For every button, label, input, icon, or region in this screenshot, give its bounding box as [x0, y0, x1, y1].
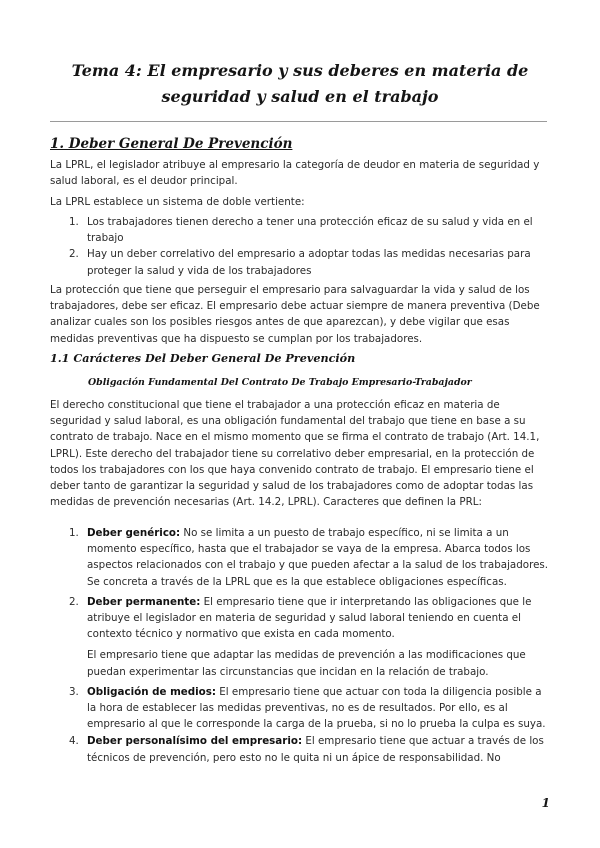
section-heading: 1. Deber General De Prevención	[50, 136, 293, 152]
list-item	[50, 684, 550, 733]
list-number: 3.	[69, 685, 79, 698]
list-number: 1.	[69, 527, 79, 539]
list-item-label: Deber genérico:	[87, 527, 181, 539]
document-title: Tema 4: El empresario y sus deberes en materia de seguridad y salud en el trabajo	[71, 61, 529, 106]
list-item	[50, 214, 550, 246]
list-item-text: Hay un deber correlativo del empresario a adoptar todas las medidas necesarias para proteger la salud y vida de los trabajadores	[87, 248, 531, 277]
list-item-text: El empresario tiene que actuar con toda la diligencia posible a la hora de establecer las medidas preventivas, no es de resultados. Por ello, es al empresario al que le corresponde la carga de la prueba, si no lo prueba la culpa es suya.	[87, 685, 546, 731]
list-item-label: Deber personalísimo del empresario:	[87, 735, 303, 748]
paragraph: La LPRL establece un sistema de doble vertiente:	[50, 196, 305, 208]
title-divider	[50, 121, 547, 122]
list-item	[50, 246, 550, 278]
list-number: 1.	[69, 216, 79, 228]
list-item-text: El empresario tiene que actuar a través de los técnicos de prevención, pero esto no le quita ni un ápice de responsabilidad. No	[87, 735, 544, 764]
list-number: 2.	[69, 248, 79, 261]
list-number: 4.	[69, 735, 79, 748]
list-item-label: Deber permanente:	[87, 595, 201, 608]
list-item-text: No se limita a un puesto de trabajo específico, ni se limita a un momento específico, hasta que el trabajador se vaya de la empresa. Abarca todos los aspectos relacionados con el trabajo y que pueden afectar a la salud de los trabajadores. Se concreta a través de la LPRL que es la que establece obligaciones específicas.	[87, 527, 549, 588]
list-item-label: Obligación de medios:	[87, 685, 216, 698]
numbered-list	[50, 214, 550, 279]
list-item	[50, 594, 550, 680]
list-item-text: Los trabajadores tienen derecho a tener una protección eficaz de su salud y vida en el trabajo	[87, 216, 533, 245]
subsection-heading: 1.1 Carácteres Del Deber General De Prevención	[50, 351, 356, 365]
sub-subsection-heading: Obligación Fundamental Del Contrato De Trabajo Empresario-Trabajador	[88, 377, 472, 388]
list-item-text: El empresario tiene que ir interpretando las obligaciones que le atribuye el legislador en materia de seguridad y salud laboral teniendo en cuenta el contexto técnico y normativo que exista en cada momento.	[87, 595, 532, 641]
list-item-paragraph: El empresario tiene que adaptar las medidas de prevención a las modificaciones que puedan experimentar las circunstancias que incidan en la relación de trabajo.	[87, 649, 526, 678]
paragraph: El derecho constitucional que tiene el trabajador a una protección eficaz en materia de seguridad y salud laboral, es una obligación fundamental del trabajo que tiene en base a su contrato de trabajo. Nace en el mismo momento que se firma el contrato de trabajo (Art. 14.1, LPRL). Este derecho del trabajador tiene su correlativo deber empresarial, en la protección de todos los trabajadores con los que haya convenido contrato de trabajo. El empresario tiene el deber tanto de garantizar la seguridad y salud de los trabajadores como de adoptar todas las medidas de prevención necesarias (Art. 14.2, LPRL). Caracteres que definen la PRL:	[50, 399, 540, 509]
paragraph: La LPRL, el legislador atribuye al empresario la categoría de deudor en materia de seguridad y salud laboral, es el deudor principal.	[50, 159, 540, 188]
characteristics-list	[50, 525, 550, 766]
list-item	[50, 733, 550, 765]
page-number: 1	[541, 796, 550, 810]
list-number: 2.	[69, 595, 79, 608]
paragraph: La protección que tiene que perseguir el empresario para salvaguardar la vida y salud de los trabajadores, debe ser eficaz. El empresario debe actuar siempre de manera preventiva (Debe analizar cuales son los posibles riesgos antes de que aparezcan), y debe vigilar que esas medidas preventivas que ha dispuesto se cumplan por los trabajadores.	[50, 284, 540, 345]
list-item	[50, 525, 550, 590]
